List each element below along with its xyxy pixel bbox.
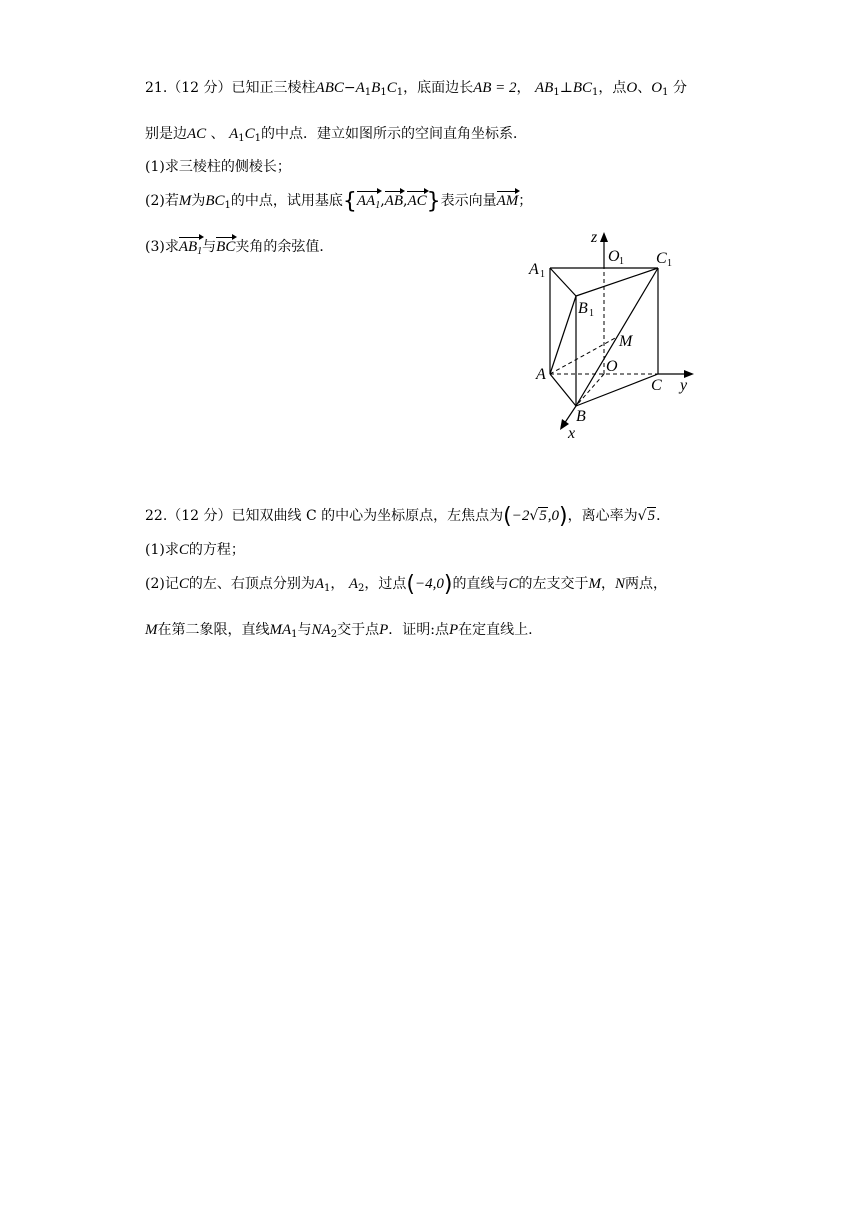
svg-text:A: A — [529, 261, 539, 278]
diag-a-b1 — [550, 296, 576, 374]
q22-line-1: 22.（12 分）已知双曲线 C 的中心为坐标原点，左焦点为(−2√5,0)，离心率为√5． — [145, 504, 671, 529]
svg-text:C: C — [656, 250, 667, 267]
svg-text:O: O — [608, 248, 620, 265]
diag-b-c1 — [576, 268, 658, 406]
z-arrow — [600, 232, 608, 242]
edge-a1-b1 — [550, 268, 576, 296]
svg-text:1: 1 — [619, 256, 624, 267]
svg-text:z: z — [591, 229, 598, 246]
q21-part-1: (1)求三棱柱的侧棱长； — [145, 159, 291, 175]
svg-text:B: B — [578, 300, 588, 317]
svg-text:y: y — [680, 377, 688, 394]
svg-text:x: x — [568, 425, 576, 442]
svg-text:1: 1 — [589, 308, 594, 319]
svg-text:M: M — [619, 333, 633, 350]
edge-b1-c1 — [576, 268, 658, 296]
prism-figure — [520, 228, 710, 443]
q21-part-2: (2)若M为$BC_1$的中点，试用基底$\{AA_1,AB,AC\}$表示向量AM； — [145, 189, 533, 214]
q22-part-1: (1)求C的方程； — [145, 542, 245, 558]
svg-text:A: A — [536, 366, 546, 383]
q21-line-2: 别是边AC 、 $A_1C_1$的中点．建立如图所示的空间直角坐标系． — [145, 126, 528, 144]
edge-b-c — [576, 374, 658, 406]
edge-a-b — [550, 374, 576, 406]
svg-text:B: B — [576, 408, 586, 425]
q21-line-1: 21.（12 分）已知正三棱柱$ABC-A_1B_1C_1$，底面边长AB = 2， $AB_1\perp BC_1$，点O、$O_1$ 分 — [145, 80, 687, 98]
q21-part-3: (3)求$AB_1$与BC夹角的余弦值． — [145, 239, 334, 257]
svg-text:1: 1 — [540, 269, 545, 280]
svg-text:O: O — [606, 358, 618, 375]
x-axis — [564, 406, 576, 424]
q22-part-2: (2)记C的左、右顶点分别为$A_1$， $A_2$，过点(−4,0)的直线与C的左支交于M，N两点， — [145, 572, 667, 597]
line-o-b — [576, 374, 604, 406]
svg-text:C: C — [651, 377, 662, 394]
q22-part-2-cont: M在第二象限，直线$MA_1$与$NA_2$交于点P．证明:点P在定直线上. — [145, 622, 533, 640]
svg-text:1: 1 — [667, 258, 672, 269]
